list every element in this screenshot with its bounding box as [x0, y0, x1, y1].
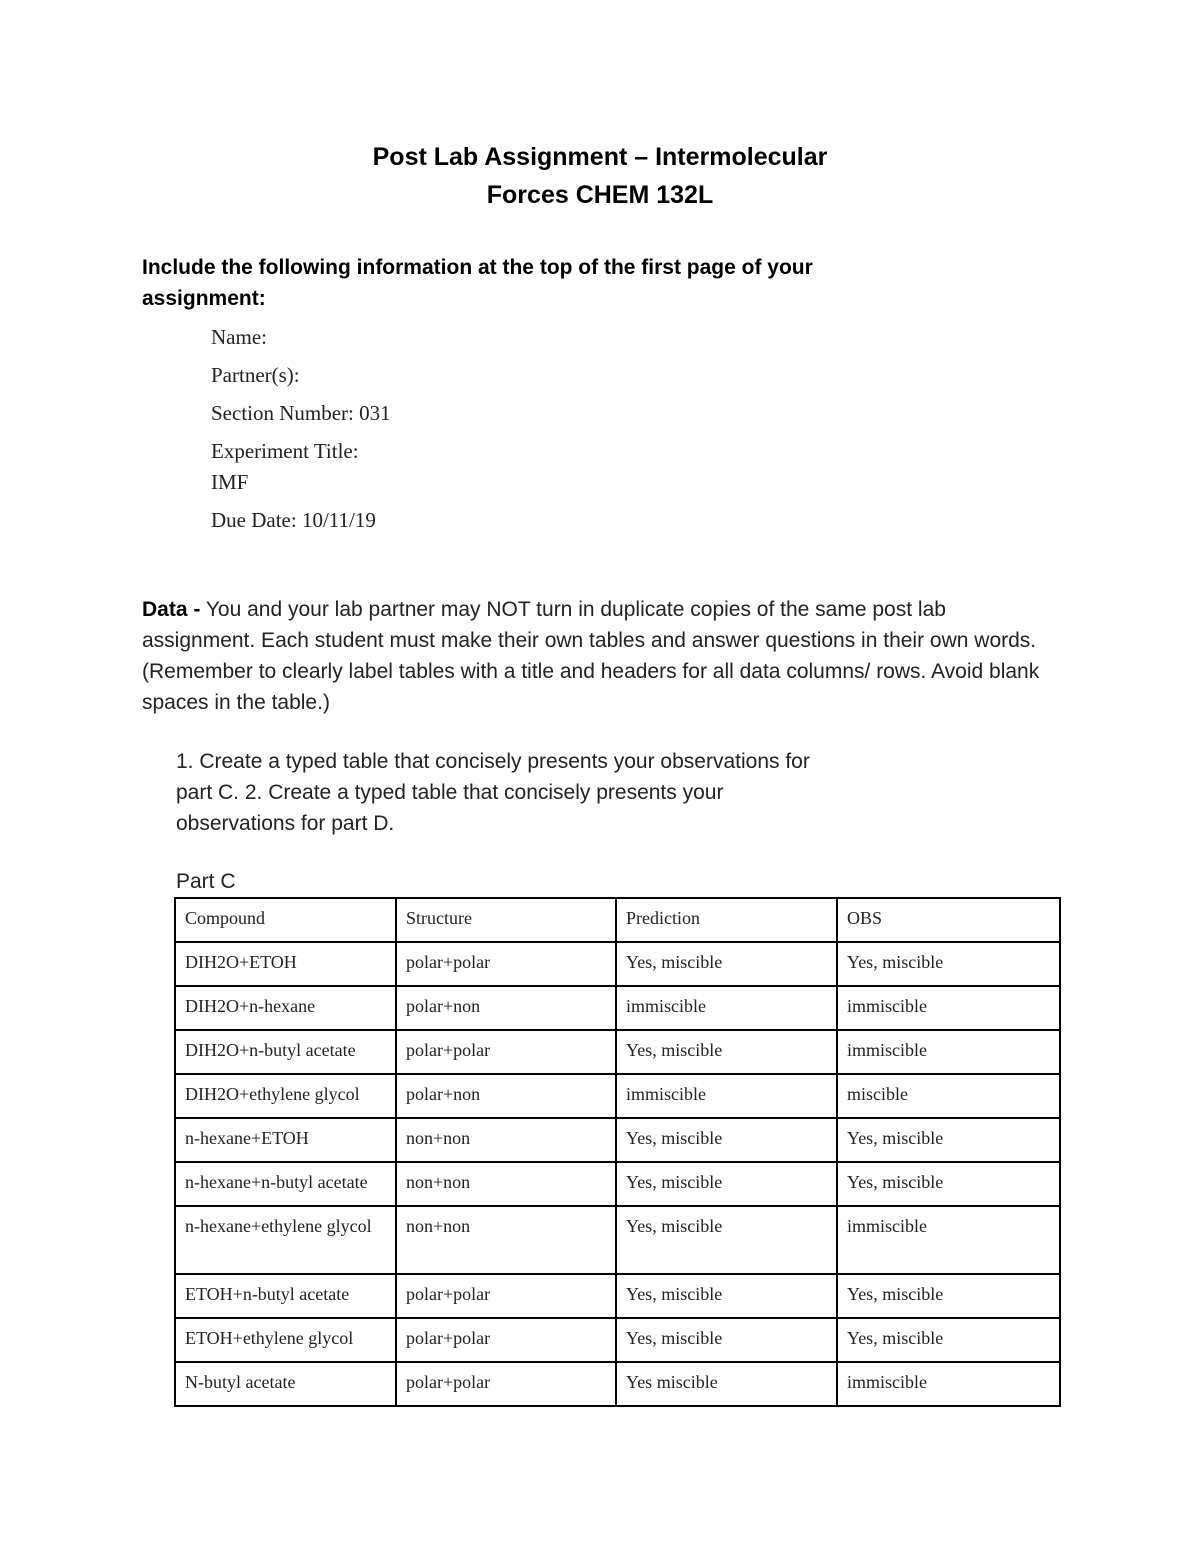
- table-row: [175, 1206, 1060, 1274]
- instruction-line-1: 1. Create a typed table that concisely presents your observations for: [176, 750, 810, 773]
- table-cell: immiscible: [837, 1206, 1060, 1274]
- table-cell: ETOH+n-butyl acetate: [175, 1274, 396, 1318]
- table-cell: polar+non: [396, 986, 616, 1030]
- table-cell: DIH2O+ETOH: [175, 942, 396, 986]
- table-cell: Yes, miscible: [837, 1274, 1060, 1318]
- table-header-row: [175, 898, 1060, 942]
- table-cell: Yes miscible: [616, 1362, 837, 1406]
- table-cell: Yes, miscible: [837, 1118, 1060, 1162]
- table-cell: polar+polar: [396, 1362, 616, 1406]
- data-section: [142, 594, 1062, 718]
- table-cell: Yes, miscible: [616, 942, 837, 986]
- table-cell: non+non: [396, 1118, 616, 1162]
- table-row: [175, 986, 1060, 1030]
- table-cell: Yes, miscible: [616, 1030, 837, 1074]
- table-cell: immiscible: [837, 986, 1060, 1030]
- table-cell: immiscible: [837, 1362, 1060, 1406]
- table-cell: Yes, miscible: [616, 1162, 837, 1206]
- header-cell: Structure: [396, 898, 616, 942]
- table-cell: DIH2O+n-butyl acetate: [175, 1030, 396, 1074]
- table-cell: immiscible: [616, 1074, 837, 1118]
- table-row: [175, 942, 1060, 986]
- table-cell: immiscible: [616, 986, 837, 1030]
- section-field: Section Number: 031: [211, 401, 391, 425]
- table-cell: Yes, miscible: [616, 1274, 837, 1318]
- table-cell: Yes, miscible: [837, 1162, 1060, 1206]
- table-cell: non+non: [396, 1206, 616, 1274]
- experiment-title-value: IMF: [211, 470, 249, 494]
- table-cell: n-hexane+ethylene glycol: [175, 1206, 396, 1274]
- table-cell: n-hexane+ETOH: [175, 1118, 396, 1162]
- table-cell: N-butyl acetate: [175, 1362, 396, 1406]
- experiment-title-field: Experiment Title:: [211, 439, 359, 463]
- table-row: [175, 1030, 1060, 1074]
- table-row: [175, 1074, 1060, 1118]
- due-date-field: Due Date: 10/11/19: [211, 508, 376, 532]
- table-row: [175, 1318, 1060, 1362]
- table-cell: Yes, miscible: [616, 1118, 837, 1162]
- title-line-1: Post Lab Assignment – Intermolecular: [372, 143, 828, 171]
- table-cell: polar+non: [396, 1074, 616, 1118]
- table-cell: immiscible: [837, 1030, 1060, 1074]
- table-cell: ETOH+ethylene glycol: [175, 1318, 396, 1362]
- data-text: You and your lab partner may NOT turn in duplicate copies of the same post lab assignment. Each student must make their own tables and answer questions in their own words. (Remember to clearly label tables with a title and headers for all data columns/ rows. Avoid blank spaces in the table.): [142, 598, 1040, 714]
- header-cell: Prediction: [616, 898, 837, 942]
- table-cell: DIH2O+ethylene glycol: [175, 1074, 396, 1118]
- table-cell: Yes, miscible: [616, 1206, 837, 1274]
- table-cell: non+non: [396, 1162, 616, 1206]
- title-line-2: Forces CHEM 132L: [486, 181, 714, 209]
- header-cell: OBS: [837, 898, 1060, 942]
- table-cell: polar+polar: [396, 942, 616, 986]
- table-row: [175, 1162, 1060, 1206]
- document-title: [0, 138, 1200, 214]
- instructions-list: [176, 746, 916, 839]
- instruction-line-2: part C. 2. Create a typed table that concisely presents your: [176, 781, 724, 804]
- instruction-line-3: observations for part D.: [176, 812, 395, 835]
- part-c-table: [174, 897, 1061, 1407]
- name-field: Name:: [211, 325, 267, 349]
- partners-field: Partner(s):: [211, 363, 300, 387]
- table-cell: n-hexane+n-butyl acetate: [175, 1162, 396, 1206]
- table-cell: Yes, miscible: [837, 1318, 1060, 1362]
- table-row: [175, 1274, 1060, 1318]
- table-cell: Yes, miscible: [616, 1318, 837, 1362]
- table-cell: Yes, miscible: [837, 942, 1060, 986]
- part-c-label: Part C: [176, 870, 236, 893]
- include-instructions: Include the following information at the top of the first page of your assignment:: [142, 256, 813, 310]
- table-cell: polar+polar: [396, 1318, 616, 1362]
- data-label: Data -: [142, 598, 201, 621]
- header-fields: [211, 322, 391, 543]
- header-cell: Compound: [175, 898, 396, 942]
- table-row: [175, 1118, 1060, 1162]
- table-cell: polar+polar: [396, 1274, 616, 1318]
- table-cell: DIH2O+n-hexane: [175, 986, 396, 1030]
- table-cell: polar+polar: [396, 1030, 616, 1074]
- table-row: [175, 1362, 1060, 1406]
- table-cell: miscible: [837, 1074, 1060, 1118]
